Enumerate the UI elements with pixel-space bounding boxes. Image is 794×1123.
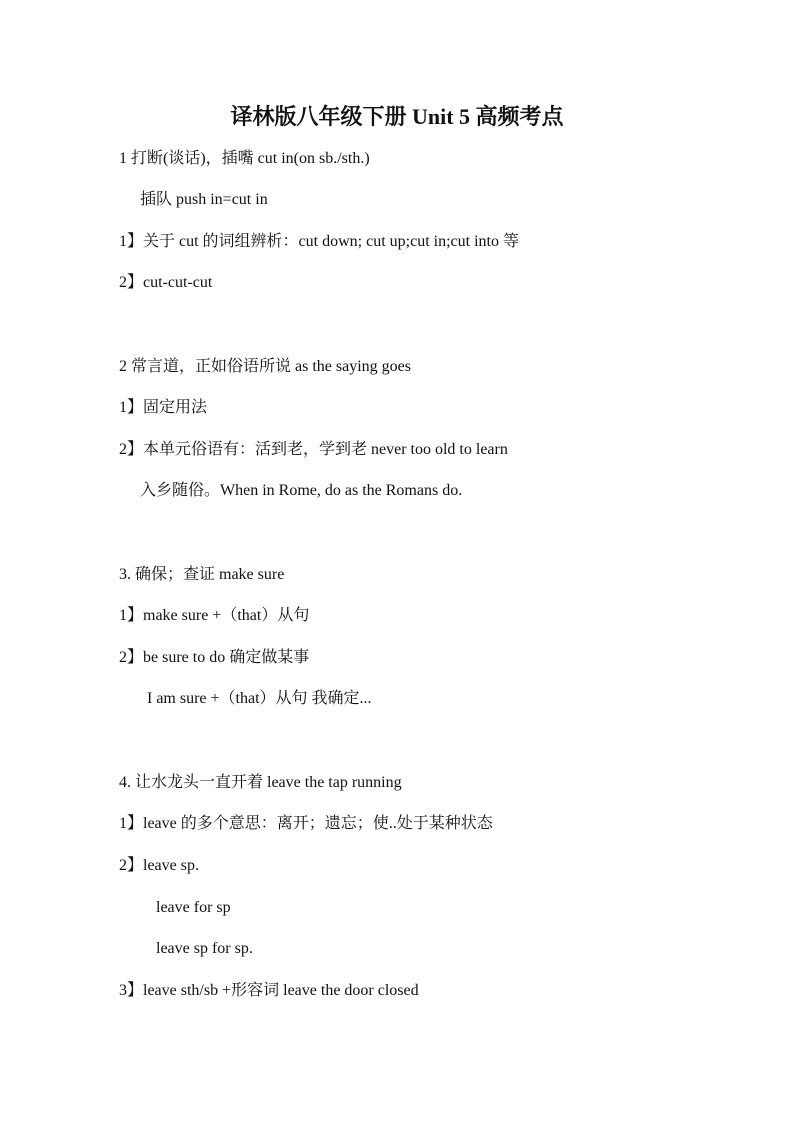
document-title: 译林版八年级下册 Unit 5 高频考点 [230, 104, 564, 129]
section-4-line-4: leave sp for sp. [156, 940, 253, 957]
section-4-heading: 4. 让水龙头一直开着 leave the tap running [119, 774, 402, 791]
section-3-heading: 3. 确保；查证 make sure [119, 566, 285, 583]
section-4-line-3: leave for sp [156, 899, 231, 916]
section-2-line-2: 2】本单元俗语有：活到老，学到老 never too old to learn [119, 441, 508, 458]
section-3-line-3: I am sure +（that）从句 我确定... [147, 690, 372, 707]
section-1-line-2: 1】关于 cut 的词组辨析：cut down; cut up;cut in;cut into 等 [119, 233, 519, 250]
section-3-line-2: 2】be sure to do 确定做某事 [119, 649, 310, 666]
section-2-line-3: 入乡随俗。When in Rome, do as the Romans do. [140, 482, 463, 499]
section-4-line-2: 2】leave sp. [119, 857, 199, 874]
section-1-line-3: 2】cut-cut-cut [119, 274, 213, 291]
section-3-line-1: 1】make sure +（that）从句 [119, 607, 310, 624]
section-2-line-1: 1】固定用法 [119, 399, 208, 416]
section-4-line-1: 1】leave 的多个意思：离开；遗忘；使..处于某种状态 [119, 815, 493, 832]
section-2-heading: 2 常言道，正如俗语所说 as the saying goes [119, 358, 411, 375]
section-1-line-1: 插队 push in=cut in [140, 191, 268, 208]
section-1-heading: 1 打断(谈话)，插嘴 cut in(on sb./sth.) [119, 150, 370, 167]
section-4-line-5: 3】leave sth/sb +形容词 leave the door closed [119, 982, 419, 999]
